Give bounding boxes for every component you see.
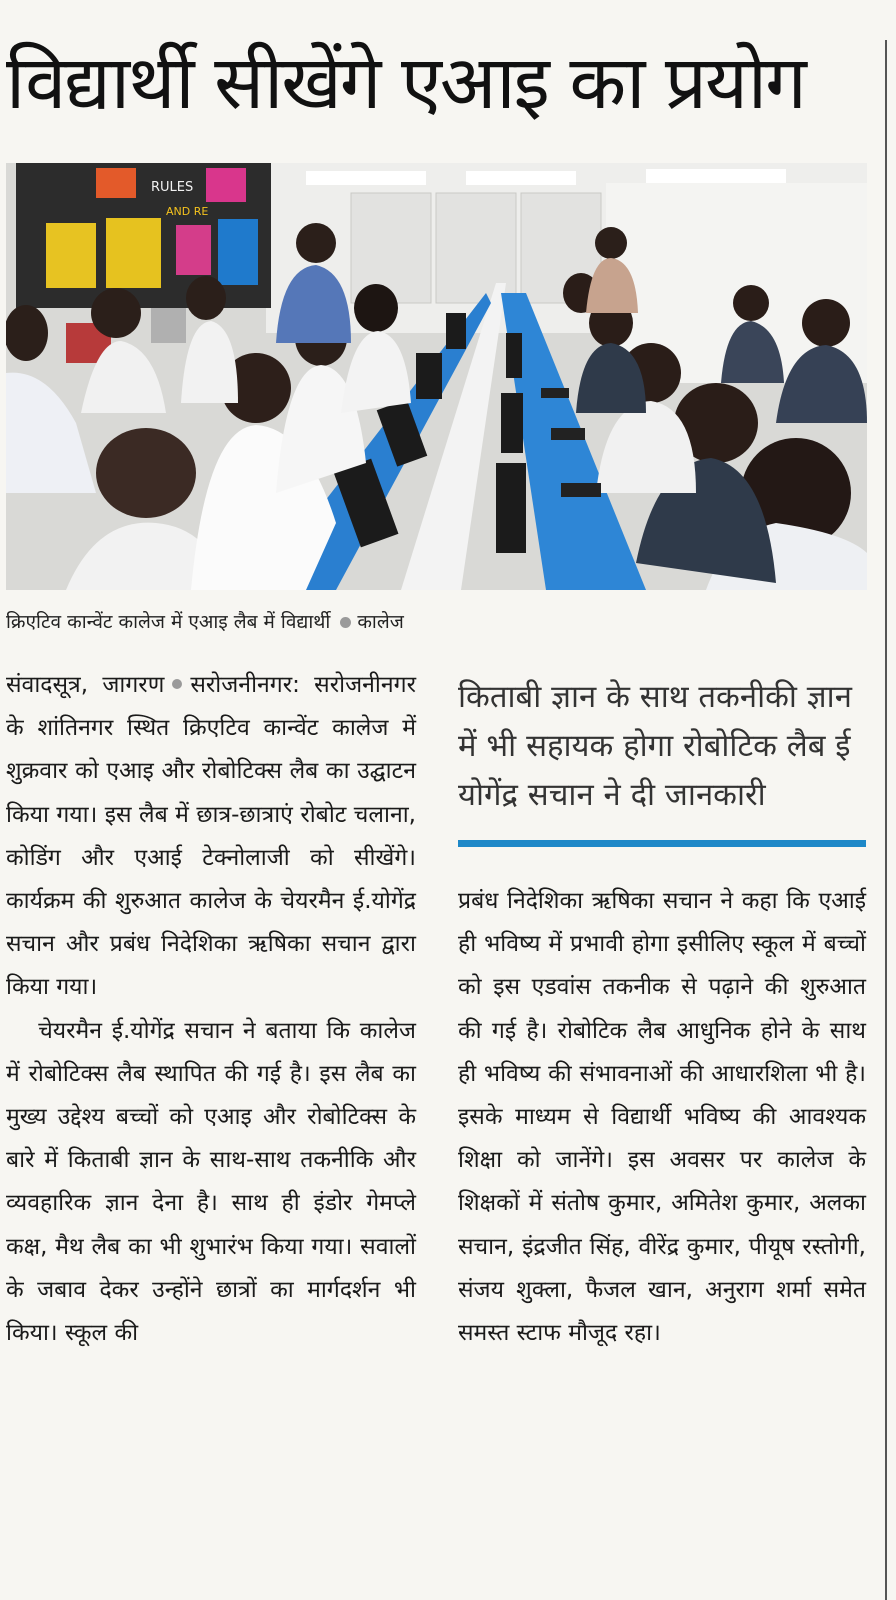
board-text-secondary: AND RE — [166, 205, 209, 218]
photo-credit: कालेज — [357, 611, 404, 633]
pull-quote-rule — [458, 840, 866, 847]
article-right-body — [458, 880, 866, 1355]
caption-text: क्रिएटिव कान्वेंट कालेज में एआइ लैब में विद्यार्थी — [6, 611, 331, 633]
byline-bullet — [172, 679, 182, 689]
pull-quote: किताबी ज्ञान के साथ तकनीकी ज्ञान में भी सहायक होगा रोबोटिक लैब ई योगेंद्र सचान ने दी जानकारी — [458, 679, 852, 813]
column-divider-rule — [885, 40, 887, 1600]
article-paragraph-1 — [6, 664, 416, 1010]
headline: विद्यार्थी सीखेंगे एआइ का प्रयोग — [6, 40, 805, 126]
photo-caption — [6, 608, 866, 636]
paragraph-1-text: सरोजनीनगर के शांतिनगर स्थित क्रिएटिव कान्वेंट कालेज में शुक्रवार को एआइ और रोबोटिक्स लैब का उद्घाटन किया गया। इस लैब में छात्र-छात्राएं रोबोट चलाना, कोडिंग और एआई टेक्नोलाजी को सीखेंगे। कार्यक्रम की शुरुआत कालेज के चेयरमैन ई.योगेंद्र सचान और प्रबंध निदेशिका ऋषिका सचान द्वारा किया गया। — [6, 672, 416, 1001]
article-left-column — [6, 664, 416, 1355]
byline: संवादसूत्र, जागरण — [6, 672, 165, 698]
article-paragraph-3: प्रबंध निदेशिका ऋषिका सचान ने कहा कि एआई ही भविष्य में प्रभावी होगा इसीलिए स्कूल में बच्चों को इस एडवांस तकनीक से पढ़ाने की शुरुआत की गई है। रोबोटिक लैब आधुनिक होने के साथ ही भविष्य की संभावनाओं की आधारशिला भी है। इसके माध्यम से विद्यार्थी भविष्य की आवश्यक शिक्षा को जानेंगे। इस अवसर पर कालेज के शिक्षकों में संतोष कुमार, अमितेश कुमार, अलका सचान, इंद्रजीत सिंह, वीरेंद्र कुमार, पीयूष रस्तोगी, संजय शुक्ला, फैजल खान, अनुराग शर्मा समेत समस्त स्टाफ मौजूद रहा। — [458, 888, 866, 1347]
article-paragraph-2: चेयरमैन ई.योगेंद्र सचान ने बताया कि कालेज में रोबोटिक्स लैब स्थापित की गई है। इस लैब का मुख्य उद्देश्य बच्चों को एआइ और रोबोटिक्स के बारे में किताबी ज्ञान के साथ-साथ तकनीकि और व्यवहारिक ज्ञान देना है। साथ ही इंडोर गेमप्ले कक्ष, मैथ लैब का भी शुभारंभ किया गया। सवालों के जबाव देकर उन्होंने छात्रों का मार्गदर्शन भी किया। स्कूल की — [6, 1017, 416, 1347]
caption-bullet — [340, 617, 351, 628]
article-photo — [6, 163, 867, 590]
dateline: सरोजनीनगर: — [190, 672, 300, 698]
article-right-column — [458, 673, 866, 1355]
board-text-rules: RULES — [151, 180, 194, 195]
